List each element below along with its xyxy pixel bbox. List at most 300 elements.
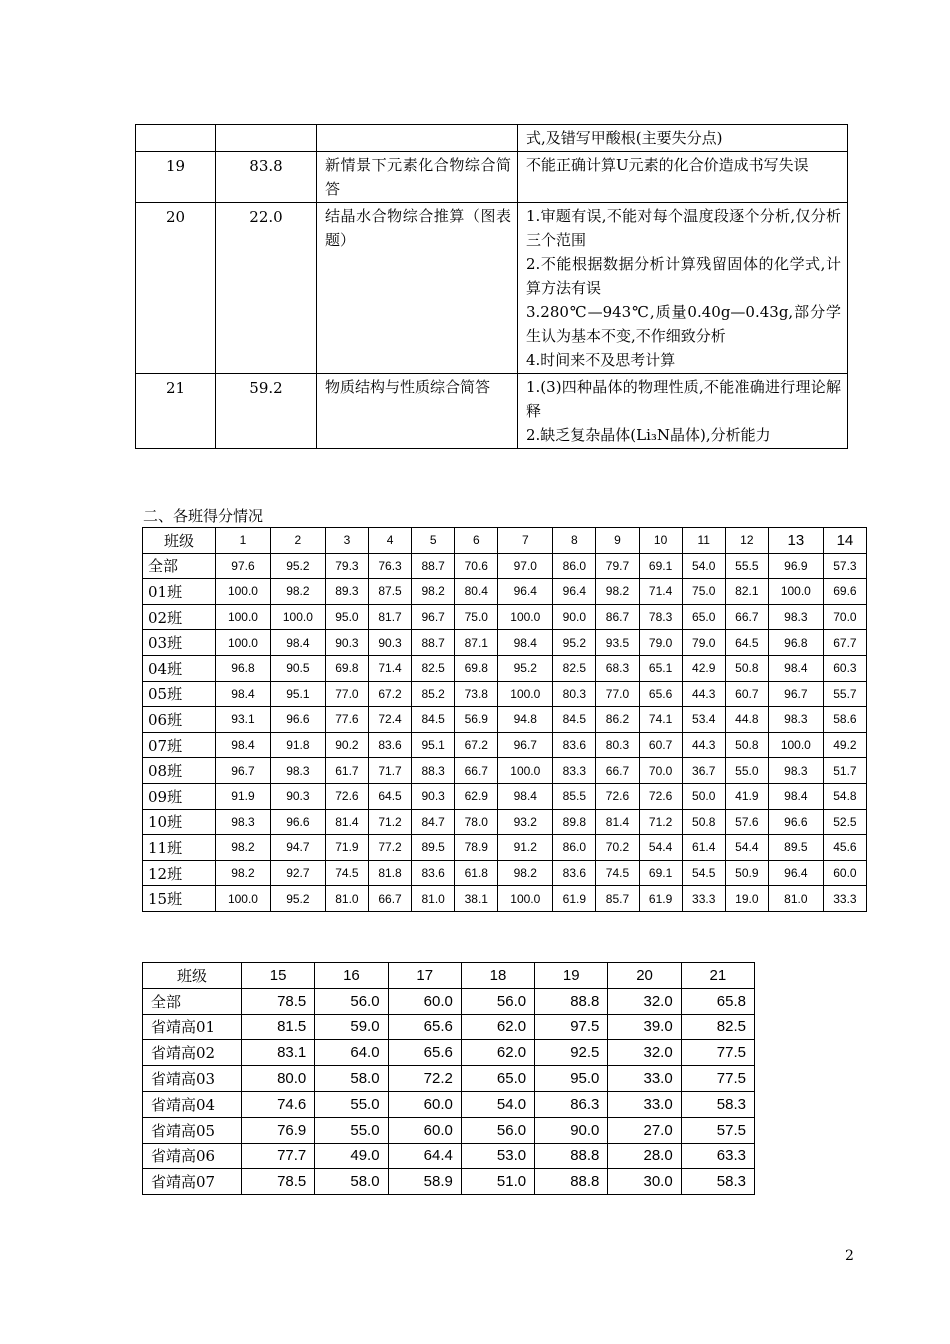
score-cell: 55.7 <box>823 681 866 707</box>
score-cell: 83.3 <box>553 758 596 784</box>
score-cell: 60.7 <box>639 732 682 758</box>
score-cell: 97.0 <box>498 553 553 579</box>
score-cell: 59.0 <box>315 1014 388 1040</box>
score-cell: 98.4 <box>216 681 271 707</box>
score-cell: 66.7 <box>596 758 639 784</box>
score-cell: 96.8 <box>216 655 271 681</box>
class-label: 12班 <box>143 860 216 886</box>
score-cell: 82.5 <box>553 655 596 681</box>
score-cell: 76.3 <box>368 553 411 579</box>
score-cell: 100.0 <box>498 604 553 630</box>
column-header: 18 <box>461 963 534 989</box>
question-type: 新情景下元素化合物综合简答 <box>317 152 518 203</box>
score-cell: 66.7 <box>455 758 498 784</box>
score-cell: 65.6 <box>388 1014 461 1040</box>
score-cell: 86.7 <box>596 604 639 630</box>
class-label: 省靖高05 <box>143 1117 242 1143</box>
score-cell: 64.4 <box>388 1143 461 1169</box>
score-cell: 65.8 <box>681 988 754 1014</box>
score-cell: 81.4 <box>596 809 639 835</box>
column-header: 5 <box>412 528 455 554</box>
score-cell: 97.5 <box>535 1014 608 1040</box>
score-cell: 98.4 <box>768 655 823 681</box>
score-cell: 49.0 <box>315 1143 388 1169</box>
table-row <box>143 553 867 579</box>
score-cell: 84.5 <box>553 707 596 733</box>
score-cell: 98.4 <box>768 783 823 809</box>
score-cell: 98.2 <box>216 860 271 886</box>
score-cell: 58.9 <box>388 1169 461 1195</box>
error-notes <box>518 203 848 374</box>
score-cell: 96.4 <box>498 579 553 605</box>
score-cell: 91.2 <box>498 835 553 861</box>
score-cell: 64.5 <box>368 783 411 809</box>
score-cell: 88.8 <box>535 988 608 1014</box>
score-cell: 79.7 <box>596 553 639 579</box>
score-cell: 68.3 <box>596 655 639 681</box>
score-cell: 98.3 <box>270 758 325 784</box>
score-cell: 90.0 <box>553 604 596 630</box>
question-number <box>136 125 216 152</box>
score-cell: 54.4 <box>725 835 768 861</box>
score-cell: 69.8 <box>325 655 368 681</box>
score-cell: 72.6 <box>639 783 682 809</box>
score-cell: 93.2 <box>498 809 553 835</box>
score-cell: 98.2 <box>412 579 455 605</box>
class-label: 15班 <box>143 886 216 912</box>
class-label: 05班 <box>143 681 216 707</box>
score-cell: 74.5 <box>325 860 368 886</box>
score-cell: 65.6 <box>388 1040 461 1066</box>
score-cell: 87.5 <box>368 579 411 605</box>
score-cell: 93.5 <box>596 630 639 656</box>
score-cell: 49.2 <box>823 732 866 758</box>
score-cell: 86.3 <box>535 1091 608 1117</box>
score-cell: 55.0 <box>315 1117 388 1143</box>
score-cell: 94.8 <box>498 707 553 733</box>
score-cell: 73.8 <box>455 681 498 707</box>
score-cell: 95.0 <box>325 604 368 630</box>
score-cell: 95.2 <box>270 553 325 579</box>
score-cell: 90.2 <box>325 732 368 758</box>
score-cell: 95.2 <box>270 886 325 912</box>
score-cell: 55.5 <box>725 553 768 579</box>
class-label: 04班 <box>143 655 216 681</box>
score-cell: 56.9 <box>455 707 498 733</box>
score-cell: 96.7 <box>216 758 271 784</box>
score-cell: 74.5 <box>596 860 639 886</box>
class-label: 07班 <box>143 732 216 758</box>
score-cell: 96.9 <box>768 553 823 579</box>
score-cell: 100.0 <box>216 579 271 605</box>
column-header: 1 <box>216 528 271 554</box>
score-cell: 51.0 <box>461 1169 534 1195</box>
column-header: 3 <box>325 528 368 554</box>
score-cell: 65.6 <box>639 681 682 707</box>
score-cell: 81.7 <box>368 604 411 630</box>
class-label: 03班 <box>143 630 216 656</box>
score-cell: 77.5 <box>681 1040 754 1066</box>
class-label: 省靖高07 <box>143 1169 242 1195</box>
score-cell: 39.0 <box>608 1014 681 1040</box>
table-row <box>143 630 867 656</box>
score-cell: 30.0 <box>608 1169 681 1195</box>
score-cell: 77.6 <box>325 707 368 733</box>
class-label: 全部 <box>143 988 242 1014</box>
score-cell: 96.8 <box>768 630 823 656</box>
score-cell: 91.9 <box>216 783 271 809</box>
score-cell: 78.5 <box>242 988 315 1014</box>
score-cell: 90.5 <box>270 655 325 681</box>
score-cell: 57.6 <box>725 809 768 835</box>
score-cell: 64.0 <box>315 1040 388 1066</box>
score-cell: 95.2 <box>498 655 553 681</box>
score-cell: 33.0 <box>608 1066 681 1092</box>
score-cell: 100.0 <box>216 886 271 912</box>
score-cell: 100.0 <box>216 630 271 656</box>
score-cell: 98.3 <box>216 809 271 835</box>
score-cell: 70.6 <box>455 553 498 579</box>
score-cell: 33.3 <box>823 886 866 912</box>
column-header: 9 <box>596 528 639 554</box>
score-cell: 84.5 <box>412 707 455 733</box>
score-cell: 95.2 <box>553 630 596 656</box>
score-cell: 85.7 <box>596 886 639 912</box>
score-cell: 98.3 <box>768 604 823 630</box>
score-cell: 61.9 <box>639 886 682 912</box>
question-type <box>317 125 518 152</box>
score-cell: 96.6 <box>270 809 325 835</box>
score-cell: 53.4 <box>682 707 725 733</box>
score-cell: 27.0 <box>608 1117 681 1143</box>
score-cell: 84.7 <box>412 809 455 835</box>
table-row <box>143 835 867 861</box>
score-cell: 78.9 <box>455 835 498 861</box>
score-cell: 58.3 <box>681 1169 754 1195</box>
table-row <box>143 681 867 707</box>
score-cell: 54.5 <box>682 860 725 886</box>
error-note: 4.时间来不及思考计算 <box>526 351 676 369</box>
column-header: 16 <box>315 963 388 989</box>
error-note: 1.(3)四种晶体的物理性质,不能准确进行理论解释 <box>526 378 841 420</box>
score-cell: 60.0 <box>388 1117 461 1143</box>
score-cell: 96.4 <box>553 579 596 605</box>
score-cell: 72.6 <box>596 783 639 809</box>
score-cell: 44.3 <box>682 732 725 758</box>
score-cell: 76.9 <box>242 1117 315 1143</box>
error-note: 1.审题有误,不能对每个温度段逐个分析,仅分析三个范围 <box>526 207 841 249</box>
table-row <box>143 1091 755 1117</box>
score-cell: 81.5 <box>242 1014 315 1040</box>
score-cell: 75.0 <box>455 604 498 630</box>
question-number: 21 <box>136 374 216 449</box>
score-cell: 58.0 <box>315 1066 388 1092</box>
score-cell: 83.6 <box>368 732 411 758</box>
score-cell: 36.7 <box>682 758 725 784</box>
score-cell: 44.8 <box>725 707 768 733</box>
score-cell: 38.1 <box>455 886 498 912</box>
score-cell: 79.3 <box>325 553 368 579</box>
error-note: 式,及错写甲酸根(主要失分点) <box>526 129 723 147</box>
score-cell: 77.2 <box>368 835 411 861</box>
score-cell: 93.1 <box>216 707 271 733</box>
column-header: 13 <box>768 528 823 554</box>
score-cell: 32.0 <box>608 1040 681 1066</box>
class-label: 省靖高02 <box>143 1040 242 1066</box>
class-label: 02班 <box>143 604 216 630</box>
table-row <box>143 1066 755 1092</box>
score-cell: 83.6 <box>412 860 455 886</box>
score-cell: 78.3 <box>639 604 682 630</box>
score-cell: 53.0 <box>461 1143 534 1169</box>
score-cell: 78.0 <box>455 809 498 835</box>
score-cell: 74.1 <box>639 707 682 733</box>
table-row <box>143 1169 755 1195</box>
class-scores-table-1 <box>142 527 867 912</box>
table-row <box>143 758 867 784</box>
score-cell: 95.1 <box>412 732 455 758</box>
score-cell: 28.0 <box>608 1143 681 1169</box>
score-cell: 98.2 <box>216 835 271 861</box>
table-row <box>143 783 867 809</box>
class-label: 09班 <box>143 783 216 809</box>
score-cell: 74.6 <box>242 1091 315 1117</box>
score-cell: 100.0 <box>768 732 823 758</box>
score-cell: 89.3 <box>325 579 368 605</box>
table-row <box>143 809 867 835</box>
score-cell: 90.3 <box>368 630 411 656</box>
score-rate: 83.8 <box>216 152 317 203</box>
score-cell: 70.2 <box>596 835 639 861</box>
header-row <box>143 528 867 554</box>
score-cell: 62.9 <box>455 783 498 809</box>
score-cell: 95.0 <box>535 1066 608 1092</box>
score-cell: 67.2 <box>368 681 411 707</box>
class-scores-table-2 <box>142 962 755 1195</box>
score-cell: 50.8 <box>725 655 768 681</box>
table-row <box>143 1143 755 1169</box>
table-row <box>143 1040 755 1066</box>
score-cell: 86.0 <box>553 835 596 861</box>
error-analysis-table <box>135 124 848 449</box>
score-cell: 67.7 <box>823 630 866 656</box>
class-label: 省靖高04 <box>143 1091 242 1117</box>
score-cell: 64.5 <box>725 630 768 656</box>
score-cell: 72.6 <box>325 783 368 809</box>
score-cell: 69.8 <box>455 655 498 681</box>
score-cell: 100.0 <box>498 758 553 784</box>
error-note: 2.不能根据数据分析计算残留固体的化学式,计算方法有误 <box>526 255 841 297</box>
error-notes <box>518 374 848 449</box>
score-cell: 89.5 <box>768 835 823 861</box>
class-label: 省靖高03 <box>143 1066 242 1092</box>
score-cell: 65.1 <box>639 655 682 681</box>
score-cell: 58.0 <box>315 1169 388 1195</box>
score-cell: 96.4 <box>768 860 823 886</box>
score-cell: 98.2 <box>596 579 639 605</box>
score-cell: 95.1 <box>270 681 325 707</box>
column-header: 8 <box>553 528 596 554</box>
score-cell: 70.0 <box>823 604 866 630</box>
score-cell: 54.4 <box>639 835 682 861</box>
score-cell: 52.5 <box>823 809 866 835</box>
class-label: 省靖高01 <box>143 1014 242 1040</box>
score-cell: 66.7 <box>368 886 411 912</box>
score-cell: 63.3 <box>681 1143 754 1169</box>
score-cell: 81.8 <box>368 860 411 886</box>
score-cell: 83.6 <box>553 732 596 758</box>
score-cell: 56.0 <box>461 1117 534 1143</box>
score-cell: 33.0 <box>608 1091 681 1117</box>
score-cell: 79.0 <box>639 630 682 656</box>
score-cell: 89.8 <box>553 809 596 835</box>
score-cell: 88.7 <box>412 553 455 579</box>
score-cell: 60.0 <box>823 860 866 886</box>
score-cell: 72.2 <box>388 1066 461 1092</box>
score-cell: 69.1 <box>639 860 682 886</box>
error-note: 3.280℃—943℃,质量0.40g—0.43g,部分学生认为基本不变,不作细致分析 <box>526 303 841 345</box>
score-cell: 56.0 <box>315 988 388 1014</box>
error-notes <box>518 125 848 152</box>
score-cell: 50.8 <box>682 809 725 835</box>
analysis-row <box>136 374 848 449</box>
score-cell: 79.0 <box>682 630 725 656</box>
score-cell: 85.5 <box>553 783 596 809</box>
class-label: 省靖高06 <box>143 1143 242 1169</box>
score-cell: 88.7 <box>412 630 455 656</box>
score-cell: 88.8 <box>535 1143 608 1169</box>
score-cell: 61.4 <box>682 835 725 861</box>
score-cell: 98.3 <box>768 758 823 784</box>
score-cell: 90.3 <box>270 783 325 809</box>
score-cell: 32.0 <box>608 988 681 1014</box>
column-header: 2 <box>270 528 325 554</box>
score-cell: 81.4 <box>325 809 368 835</box>
score-cell: 100.0 <box>216 604 271 630</box>
analysis-row <box>136 203 848 374</box>
column-header: 班级 <box>143 963 242 989</box>
page-number: 2 <box>845 1248 854 1264</box>
score-cell: 58.6 <box>823 707 866 733</box>
column-header: 21 <box>681 963 754 989</box>
score-cell: 62.0 <box>461 1014 534 1040</box>
score-cell: 71.4 <box>639 579 682 605</box>
class-label: 08班 <box>143 758 216 784</box>
score-cell: 96.7 <box>498 732 553 758</box>
error-notes <box>518 152 848 203</box>
column-header: 10 <box>639 528 682 554</box>
score-cell: 81.0 <box>768 886 823 912</box>
score-cell: 77.0 <box>325 681 368 707</box>
score-cell: 81.0 <box>412 886 455 912</box>
score-cell: 61.7 <box>325 758 368 784</box>
score-cell: 41.9 <box>725 783 768 809</box>
score-cell: 96.7 <box>412 604 455 630</box>
column-header: 11 <box>682 528 725 554</box>
question-type: 结晶水合物综合推算（图表题） <box>317 203 518 374</box>
score-cell: 98.2 <box>498 860 553 886</box>
score-cell: 90.3 <box>412 783 455 809</box>
column-header: 7 <box>498 528 553 554</box>
score-cell: 83.6 <box>553 860 596 886</box>
score-rate <box>216 125 317 152</box>
score-cell: 89.5 <box>412 835 455 861</box>
score-cell: 98.3 <box>768 707 823 733</box>
score-cell: 91.8 <box>270 732 325 758</box>
score-cell: 98.4 <box>270 630 325 656</box>
table-row <box>143 707 867 733</box>
class-label: 全部 <box>143 553 216 579</box>
score-cell: 77.7 <box>242 1143 315 1169</box>
class-label: 01班 <box>143 579 216 605</box>
score-cell: 54.8 <box>823 783 866 809</box>
score-cell: 60.0 <box>388 1091 461 1117</box>
score-cell: 71.9 <box>325 835 368 861</box>
score-cell: 65.0 <box>461 1066 534 1092</box>
score-cell: 90.0 <box>535 1117 608 1143</box>
score-cell: 92.7 <box>270 860 325 886</box>
score-cell: 88.3 <box>412 758 455 784</box>
table-row <box>143 1014 755 1040</box>
error-note: 2.缺乏复杂晶体(Li₃N晶体),分析能力 <box>526 426 771 444</box>
analysis-row <box>136 125 848 152</box>
score-cell: 100.0 <box>498 886 553 912</box>
column-header: 15 <box>242 963 315 989</box>
class-label: 06班 <box>143 707 216 733</box>
score-cell: 72.4 <box>368 707 411 733</box>
score-cell: 19.0 <box>725 886 768 912</box>
score-rate: 59.2 <box>216 374 317 449</box>
score-cell: 96.7 <box>768 681 823 707</box>
score-cell: 62.0 <box>461 1040 534 1066</box>
score-cell: 98.4 <box>216 732 271 758</box>
score-cell: 60.0 <box>388 988 461 1014</box>
score-cell: 90.3 <box>325 630 368 656</box>
score-cell: 60.7 <box>725 681 768 707</box>
score-cell: 51.7 <box>823 758 866 784</box>
table-row <box>143 604 867 630</box>
score-cell: 67.2 <box>455 732 498 758</box>
score-cell: 57.3 <box>823 553 866 579</box>
score-cell: 98.4 <box>498 783 553 809</box>
score-cell: 77.0 <box>596 681 639 707</box>
score-cell: 50.8 <box>725 732 768 758</box>
score-cell: 33.3 <box>682 886 725 912</box>
score-cell: 44.3 <box>682 681 725 707</box>
score-cell: 69.1 <box>639 553 682 579</box>
score-cell: 71.2 <box>368 809 411 835</box>
score-cell: 54.0 <box>461 1091 534 1117</box>
score-cell: 66.7 <box>725 604 768 630</box>
question-number: 19 <box>136 152 216 203</box>
score-cell: 71.7 <box>368 758 411 784</box>
analysis-row <box>136 152 848 203</box>
score-cell: 50.9 <box>725 860 768 886</box>
score-cell: 80.3 <box>596 732 639 758</box>
table-row <box>143 1117 755 1143</box>
score-cell: 71.2 <box>639 809 682 835</box>
score-cell: 82.5 <box>412 655 455 681</box>
header-row <box>143 963 755 989</box>
score-cell: 94.7 <box>270 835 325 861</box>
score-cell: 70.0 <box>639 758 682 784</box>
score-cell: 50.0 <box>682 783 725 809</box>
score-cell: 55.0 <box>315 1091 388 1117</box>
score-cell: 61.8 <box>455 860 498 886</box>
score-cell: 65.0 <box>682 604 725 630</box>
score-cell: 97.6 <box>216 553 271 579</box>
score-cell: 80.0 <box>242 1066 315 1092</box>
